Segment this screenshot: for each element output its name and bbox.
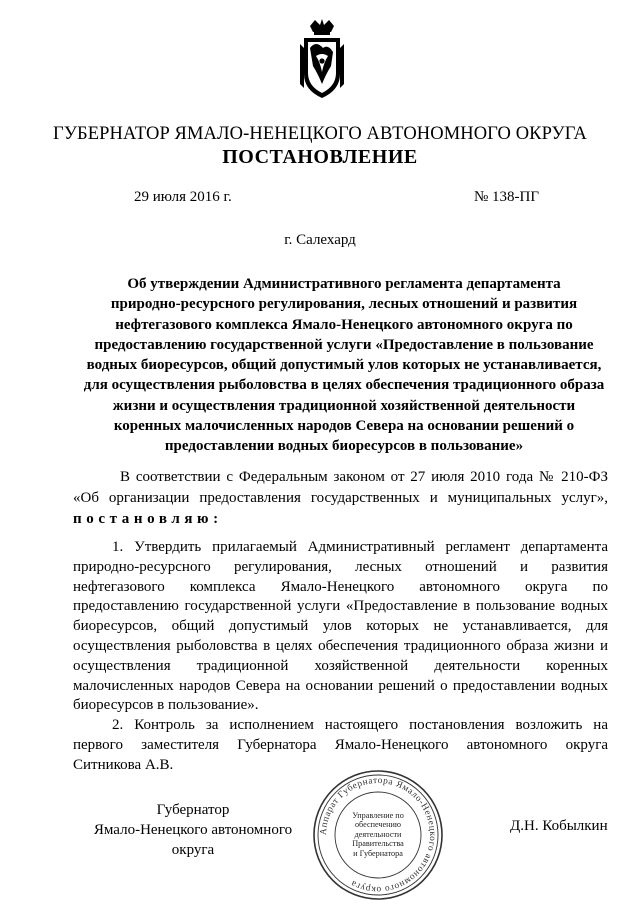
clause-1-line: малочисленных народов Севера на основании решений о предоставлении водных: [73, 677, 608, 694]
decree-word: постановляю:: [73, 511, 223, 527]
preamble-line: В соответствии с Федеральным законом от 27 июля 2010 года № 210-ФЗ: [120, 469, 608, 485]
document-number: № 138-ПГ: [474, 189, 540, 205]
document-type-heading: ПОСТАНОВЛЕНИЕ: [222, 146, 418, 168]
preamble-paragraph: [73, 467, 608, 530]
signatory-region: Ямало-Ненецкого автономного округа: [93, 822, 293, 858]
clause-2-line: первого заместителя Губернатора Ямало-Ненецкого автономного округа: [73, 736, 608, 753]
signatory-title: Губернатор: [156, 802, 230, 818]
signatory-position: [73, 800, 313, 860]
title-line: природно-ресурсного регулирования, лесных отношений и развития: [110, 296, 578, 313]
clause-2-line: Ситникова А.В.: [73, 756, 174, 773]
clause-1-line: природно-ресурсного регулирования, лесных отношений и развития: [73, 558, 608, 575]
clause-1-line: нефтегазового комплекса Ямало-Ненецкого автономного округа по: [73, 578, 608, 595]
stamp-line: Управление по: [352, 811, 404, 820]
stamp-ring-text: Аппарат Губернатора Ямало-Ненецкого автономного округа: [318, 775, 438, 895]
title-line: предоставлению государственной услуги «Предоставление в пользование: [94, 336, 594, 353]
document-title: [74, 274, 614, 457]
title-line: водных биоресурсов, общий допустимый улов которых не устанавливается,: [86, 357, 602, 374]
title-line: коренных малочисленных народов Севера на основании решений о: [113, 418, 575, 435]
issuing-authority: ГУБЕРНАТОР ЯМАЛО-НЕНЕЦКОГО АВТОНОМНОГО ОКРУГА: [53, 124, 587, 144]
preamble-line: «Об организации предоставления государственных и муниципальных услуг»,: [73, 490, 608, 506]
stamp-line: и Губернатора: [353, 848, 403, 858]
stamp-line: обеспечению: [354, 820, 402, 830]
decree-body: [73, 538, 608, 776]
title-line: нефтегазового комплекса Ямало-Ненецкого автономного округа по: [115, 316, 573, 333]
clause-1-line: 1. Утвердить прилагаемый Административный регламент департамента: [112, 539, 608, 555]
coat-of-arms-icon: [298, 18, 346, 102]
clause-1-line: осуществления традиционной хозяйственной деятельности коренных: [73, 657, 608, 674]
stamp-center-text: [331, 811, 425, 858]
clause-2-line: 2. Контроль за исполнением настоящего постановления возложить на: [112, 717, 608, 734]
title-line: жизни и осуществления традиционной хозяйственной деятельности: [112, 397, 576, 414]
clause-1-line: биоресурсов в пользование».: [73, 697, 259, 714]
title-line: Об утверждении Административного регламента департамента: [127, 276, 561, 292]
clause-1-line: предоставлению государственной услуги «Предоставление в пользование водных: [73, 598, 608, 615]
stamp-line: Правительства: [352, 839, 404, 849]
clause-1-line: осуществления рыболовства в целях обеспечения традиционного образа жизни и: [73, 637, 608, 654]
title-line: предоставлении водных биоресурсов в пользование»: [164, 438, 524, 455]
issuing-city: г. Салехард: [284, 232, 356, 248]
title-line: для осуществления рыболовства в целях обеспечения традиционного образа: [83, 377, 605, 394]
signatory-name: Д.Н. Кобылкин: [510, 818, 608, 834]
stamp-line: деятельности: [354, 829, 402, 839]
document-date: 29 июля 2016 г.: [134, 189, 232, 205]
clause-1-line: биоресурсов, общий допустимый улов которых не устанавливается, для: [73, 618, 608, 635]
